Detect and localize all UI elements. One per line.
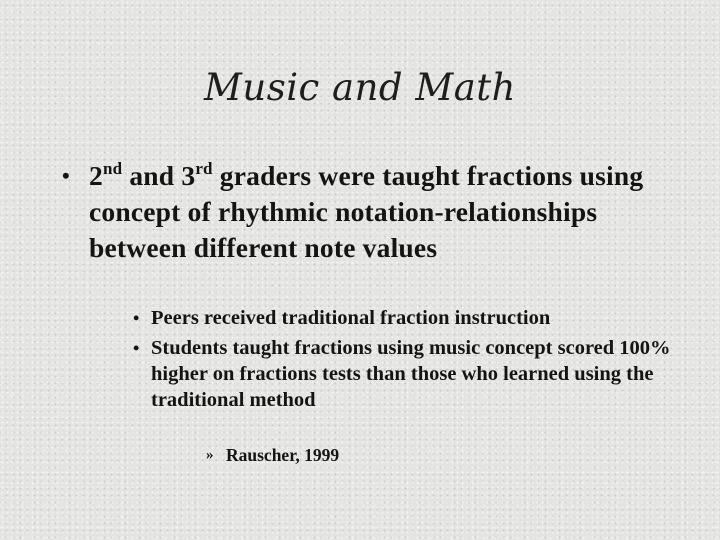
sub-bullet-text: Students taught fractions using music concept scored 100% higher on fractions tests than those who learned using the traditional method [151, 337, 671, 411]
main-bullet [62, 158, 672, 266]
bullet-marker: • [133, 308, 140, 328]
conjunction-text: and [122, 160, 182, 191]
main-bullet-text [89, 158, 672, 266]
ordinal-suffix: nd [102, 159, 123, 178]
citation [206, 443, 339, 467]
slide-title: Music and Math [204, 66, 516, 109]
citation-text: Rauscher, 1999 [226, 445, 340, 465]
bullet-marker: • [133, 338, 140, 358]
grade-number: 3 [181, 160, 196, 191]
sub-bullet [133, 335, 693, 413]
ordinal-suffix: rd [195, 159, 213, 178]
main-bullet-rest: graders were taught fractions using concept of rhythmic notation-relationships between different note values [89, 160, 644, 263]
sub-bullet-text: Peers received traditional fraction instruction [151, 307, 551, 329]
sub-bullet [133, 305, 693, 331]
bullet-marker: • [62, 163, 70, 188]
grade-number: 2 [89, 160, 103, 191]
citation-marker: » [206, 447, 214, 463]
